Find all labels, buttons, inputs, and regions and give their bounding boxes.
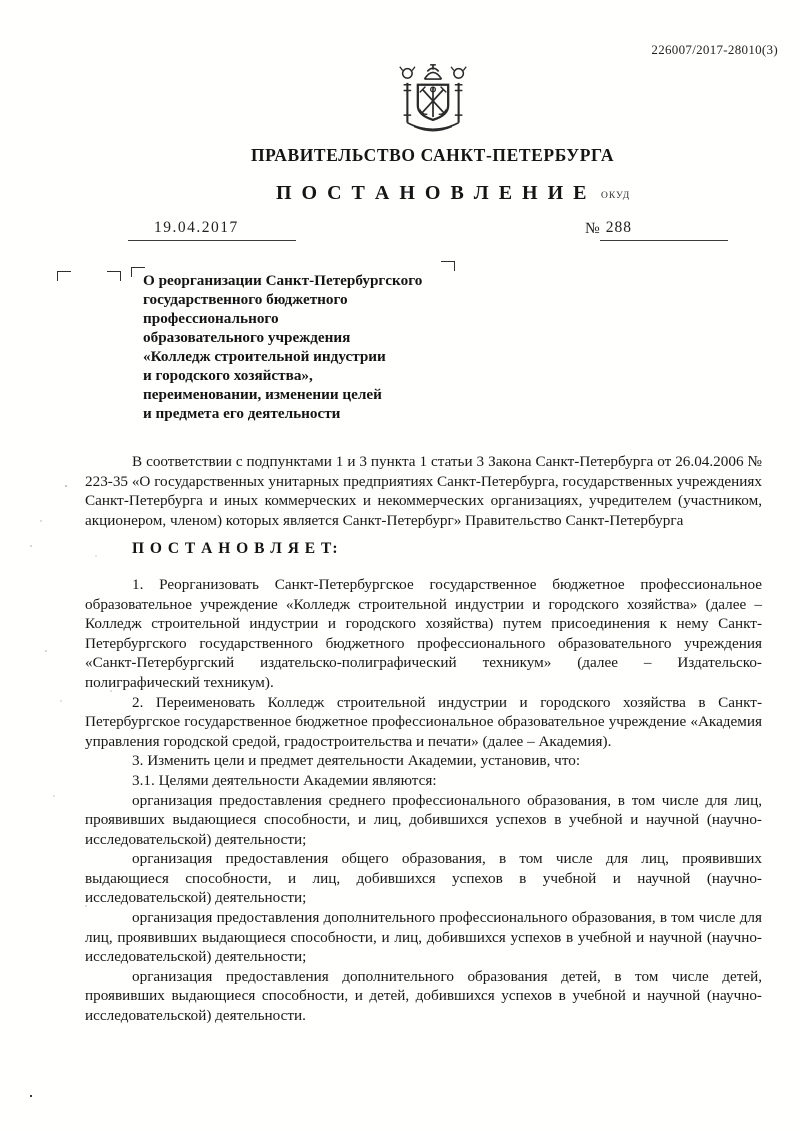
- number-sign: №: [585, 220, 600, 237]
- saint-petersburg-coat-of-arms-icon: [395, 62, 471, 136]
- body-paragraph: 3. Изменить цели и предмет деятельности Академии, установив, что:: [132, 752, 581, 770]
- body-paragraph: организация предоставления дополнительного образования детей, в том числе детей, проявивших выдающиеся способности, и детей, добившихся успехов в учебной и научной (научно-исследовательской) деятельности.: [85, 967, 762, 1025]
- body-paragraph: организация предоставления среднего профессионального образования, в том числе для лиц, проявивших выдающиеся способности, и лиц, добившихся успехов в учебной и научной (научно-исследовательской) деятельности;: [85, 791, 762, 848]
- title-line: профессионального: [143, 310, 279, 327]
- title-line: образовательного учреждения: [143, 329, 351, 346]
- title-line: О реорганизации Санкт-Петербургского: [143, 272, 423, 289]
- crop-mark-top-right: [107, 271, 121, 281]
- scan-noise: [65, 485, 67, 487]
- doc-registration-number: 226007/2017-28010(3): [651, 42, 778, 57]
- body-paragraph: организация предоставления дополнительного профессионального образования, в том числе для лиц, проявивших выдающиеся способности, и лиц, добившихся успехов в учебной и научной (научно-исследовательской) деятельности;: [85, 909, 762, 966]
- crop-mark-top-left: [57, 271, 71, 281]
- issuing-authority: ПРАВИТЕЛЬСТВО САНКТ-ПЕТЕРБУРГА: [250, 145, 615, 165]
- title-line: государственного бюджетного: [143, 291, 348, 308]
- okud-label: ОКУД: [601, 191, 631, 201]
- title-line: «Колледж строительной индустрии: [143, 348, 386, 365]
- body-paragraph: 1. Реорганизовать Санкт-Петербургское государственное бюджетное профессиональное образовательное учреждение «Колледж строительной индустрии и городского хозяйства» (далее – Колледж строительной индустрии и городского хозяйства) путем присоединения к нему Санкт-Петербургского государственного бюджетного профессионального образовательного учреждения «Санкт-Петербургский издательско-полиграфический техникум» (далее – Издательско-полиграфический техникум).: [85, 575, 762, 691]
- crop-mark-title-right: [441, 261, 455, 271]
- title-line: и предмета его деятельности: [143, 405, 341, 422]
- intro-paragraph: В соответствии с подпунктами 1 и 3 пункта 1 статьи 3 Закона Санкт-Петербурга от 26.04.2006 № 223-35 «О государственных унитарных предприятиях Санкт-Петербурга, государственных учреждениях Санкт-Петербурга и иных коммерческих и некоммерческих организациях, учредителем (участником, акционером, членом) которых является Санкт-Петербург» Правительство Санкт-Петербурга: [85, 453, 762, 529]
- document-title: [143, 271, 455, 423]
- title-line: и городского хозяйства»,: [143, 367, 313, 384]
- title-line: переименовании, изменении целей: [143, 386, 382, 403]
- document-body: [85, 452, 762, 1026]
- body-paragraph: 3.1. Целями деятельности Академии являются:: [132, 771, 437, 789]
- document-date: 19.04.2017: [128, 219, 296, 241]
- body-paragraph: организация предоставления общего образования, в том числе для лиц, проявивших выдающиеся способности, и лиц, добившихся успехов в учебной и научной (научно-исследовательской) деятельности;: [85, 850, 762, 907]
- body-paragraph: 2. Переименовать Колледж строительной индустрии и городского хозяйства в Санкт-Петербургское государственное бюджетное профессиональное образовательное учреждение «Академия управления городской средой, градостроительства и печати» (далее – Академия).: [85, 693, 762, 750]
- document-number: [585, 219, 728, 241]
- number-value: 288: [600, 219, 728, 241]
- document-header: [65, 62, 800, 205]
- document-type-heading: П О С Т А Н О В Л Е Н И Е: [276, 182, 589, 204]
- resolves-heading: П О С Т А Н О В Л Я Е Т:: [132, 540, 339, 558]
